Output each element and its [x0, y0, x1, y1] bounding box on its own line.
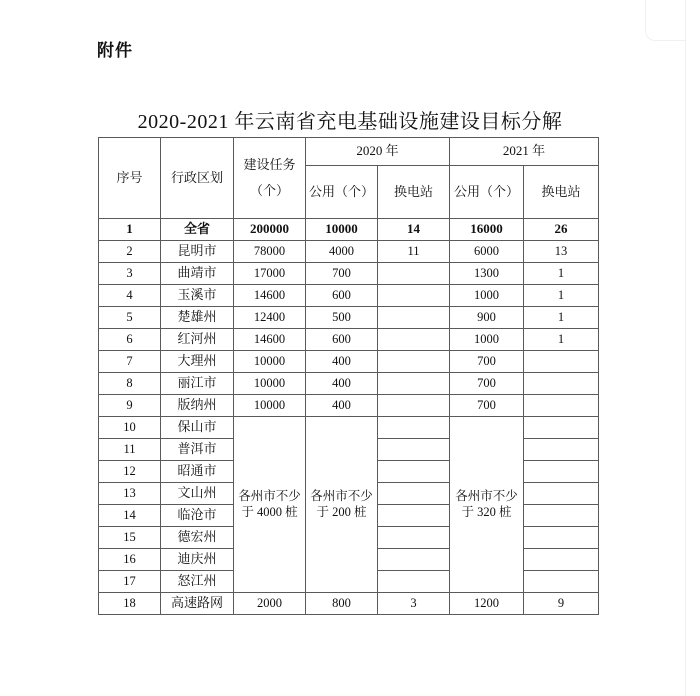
cell-public-2021: 900: [450, 307, 524, 329]
cell-region: 高速路网: [161, 593, 234, 615]
cell-build-task: 200000: [234, 219, 306, 241]
cell-public-2020: 4000: [306, 241, 378, 263]
cell-region: 保山市: [161, 417, 234, 439]
cell-index: 9: [99, 395, 161, 417]
cell-swap-2021: [524, 351, 599, 373]
cell-region: 德宏州: [161, 527, 234, 549]
cell-index: 16: [99, 549, 161, 571]
cell-index: 11: [99, 439, 161, 461]
cell-swap-2021: 9: [524, 593, 599, 615]
page-corner-decoration: [645, 0, 686, 41]
cell-region: 昆明市: [161, 241, 234, 263]
cell-swap-2021: 13: [524, 241, 599, 263]
cell-region: 版纳州: [161, 395, 234, 417]
cell-public-2020: 400: [306, 395, 378, 417]
cell-build-task: 14600: [234, 329, 306, 351]
table-row: [99, 593, 599, 615]
merged-build-task-line2: 于 4000 桩: [241, 504, 298, 519]
cell-swap-2021: [524, 373, 599, 395]
table-row: [99, 329, 599, 351]
cell-swap-2020: [378, 351, 450, 373]
cell-build-task: 10000: [234, 395, 306, 417]
cell-build-task: 17000: [234, 263, 306, 285]
cell-swap-2020: [378, 571, 450, 593]
cell-index: 12: [99, 461, 161, 483]
cell-index: 18: [99, 593, 161, 615]
cell-build-task: 12400: [234, 307, 306, 329]
cell-index: 4: [99, 285, 161, 307]
merged-cell-build-task-note: [234, 417, 306, 593]
cell-region: 临沧市: [161, 505, 234, 527]
cell-public-2021: 6000: [450, 241, 524, 263]
cell-public-2021: 700: [450, 373, 524, 395]
cell-index: 8: [99, 373, 161, 395]
header-public-2021: 公用（个）: [450, 166, 524, 219]
merged-build-task-line1: 各州市不少: [238, 488, 301, 503]
cell-swap-2020: 3: [378, 593, 450, 615]
cell-swap-2020: [378, 307, 450, 329]
cell-public-2020: 400: [306, 351, 378, 373]
header-index: 序号: [99, 138, 161, 219]
cell-index: 1: [99, 219, 161, 241]
cell-swap-2020: [378, 439, 450, 461]
cell-swap-2021: [524, 395, 599, 417]
cell-public-2020: 400: [306, 373, 378, 395]
cell-public-2020: 10000: [306, 219, 378, 241]
cell-index: 2: [99, 241, 161, 263]
cell-public-2021: 700: [450, 351, 524, 373]
cell-swap-2020: [378, 395, 450, 417]
charging-infrastructure-goal-table: [98, 137, 599, 615]
table-row: [99, 285, 599, 307]
header-year-2020: 2020 年: [306, 138, 450, 166]
cell-region: 全省: [161, 219, 234, 241]
cell-public-2021: 16000: [450, 219, 524, 241]
cell-swap-2021: [524, 527, 599, 549]
cell-swap-2021: [524, 571, 599, 593]
table-row: [99, 219, 599, 241]
merged-public-2021-line1: 各州市不少: [455, 488, 518, 503]
cell-public-2020: 600: [306, 285, 378, 307]
table-row: [99, 241, 599, 263]
cell-index: 17: [99, 571, 161, 593]
cell-region: 大理州: [161, 351, 234, 373]
cell-public-2020: 500: [306, 307, 378, 329]
cell-swap-2020: [378, 263, 450, 285]
table-row: [99, 373, 599, 395]
cell-region: 红河州: [161, 329, 234, 351]
cell-public-2020: 800: [306, 593, 378, 615]
cell-public-2021: 1000: [450, 329, 524, 351]
cell-build-task: 10000: [234, 351, 306, 373]
cell-public-2021: 1200: [450, 593, 524, 615]
cell-index: 7: [99, 351, 161, 373]
cell-index: 14: [99, 505, 161, 527]
merged-cell-public-2021-note: [450, 417, 524, 593]
cell-region: 怒江州: [161, 571, 234, 593]
cell-swap-2021: 1: [524, 329, 599, 351]
header-build-task-line2: （个）: [249, 182, 289, 198]
cell-index: 6: [99, 329, 161, 351]
cell-swap-2020: 14: [378, 219, 450, 241]
cell-region: 曲靖市: [161, 263, 234, 285]
table-row: [99, 351, 599, 373]
cell-swap-2020: [378, 549, 450, 571]
cell-index: 15: [99, 527, 161, 549]
cell-public-2020: 700: [306, 263, 378, 285]
cell-swap-2021: [524, 461, 599, 483]
cell-build-task: 2000: [234, 593, 306, 615]
cell-index: 3: [99, 263, 161, 285]
cell-build-task: 78000: [234, 241, 306, 263]
table-row: [99, 307, 599, 329]
table-row: [99, 395, 599, 417]
merged-public-2020-line1: 各州市不少: [310, 488, 373, 503]
cell-public-2020: 600: [306, 329, 378, 351]
table-header-row-1: [99, 138, 599, 166]
header-public-2020: 公用（个）: [306, 166, 378, 219]
cell-swap-2021: 1: [524, 285, 599, 307]
cell-swap-2020: 11: [378, 241, 450, 263]
cell-swap-2021: 1: [524, 307, 599, 329]
header-build-task-line1: 建设任务: [243, 157, 296, 173]
cell-region: 昭通市: [161, 461, 234, 483]
attachment-label: 附件: [97, 41, 133, 61]
cell-swap-2020: [378, 483, 450, 505]
table-row: [99, 263, 599, 285]
header-swap-2021: 换电站: [524, 166, 599, 219]
cell-swap-2021: 1: [524, 263, 599, 285]
header-region: 行政区划: [161, 138, 234, 219]
cell-swap-2021: [524, 439, 599, 461]
cell-public-2021: 1000: [450, 285, 524, 307]
cell-region: 丽江市: [161, 373, 234, 395]
cell-public-2021: 700: [450, 395, 524, 417]
cell-swap-2020: [378, 461, 450, 483]
cell-public-2021: 1300: [450, 263, 524, 285]
cell-region: 迪庆州: [161, 549, 234, 571]
cell-swap-2020: [378, 527, 450, 549]
cell-swap-2021: [524, 417, 599, 439]
merged-public-2020-line2: 于 200 桩: [316, 504, 367, 519]
cell-swap-2021: [524, 549, 599, 571]
cell-swap-2021: [524, 483, 599, 505]
cell-region: 普洱市: [161, 439, 234, 461]
cell-swap-2021: [524, 505, 599, 527]
cell-index: 10: [99, 417, 161, 439]
table-row: [99, 417, 599, 439]
cell-index: 5: [99, 307, 161, 329]
cell-swap-2020: [378, 417, 450, 439]
cell-swap-2020: [378, 329, 450, 351]
merged-cell-public-2020-note: [306, 417, 378, 593]
cell-build-task: 10000: [234, 373, 306, 395]
cell-swap-2021: 26: [524, 219, 599, 241]
header-year-2021: 2021 年: [450, 138, 599, 166]
header-swap-2020: 换电站: [378, 166, 450, 219]
cell-region: 文山州: [161, 483, 234, 505]
cell-region: 楚雄州: [161, 307, 234, 329]
cell-swap-2020: [378, 285, 450, 307]
header-build-task: [234, 138, 306, 219]
page-title: 2020-2021 年云南省充电基础设施建设目标分解: [137, 111, 563, 133]
cell-swap-2020: [378, 505, 450, 527]
cell-build-task: 14600: [234, 285, 306, 307]
cell-index: 13: [99, 483, 161, 505]
cell-swap-2020: [378, 373, 450, 395]
merged-public-2021-line2: 于 320 桩: [461, 504, 512, 519]
cell-region: 玉溪市: [161, 285, 234, 307]
